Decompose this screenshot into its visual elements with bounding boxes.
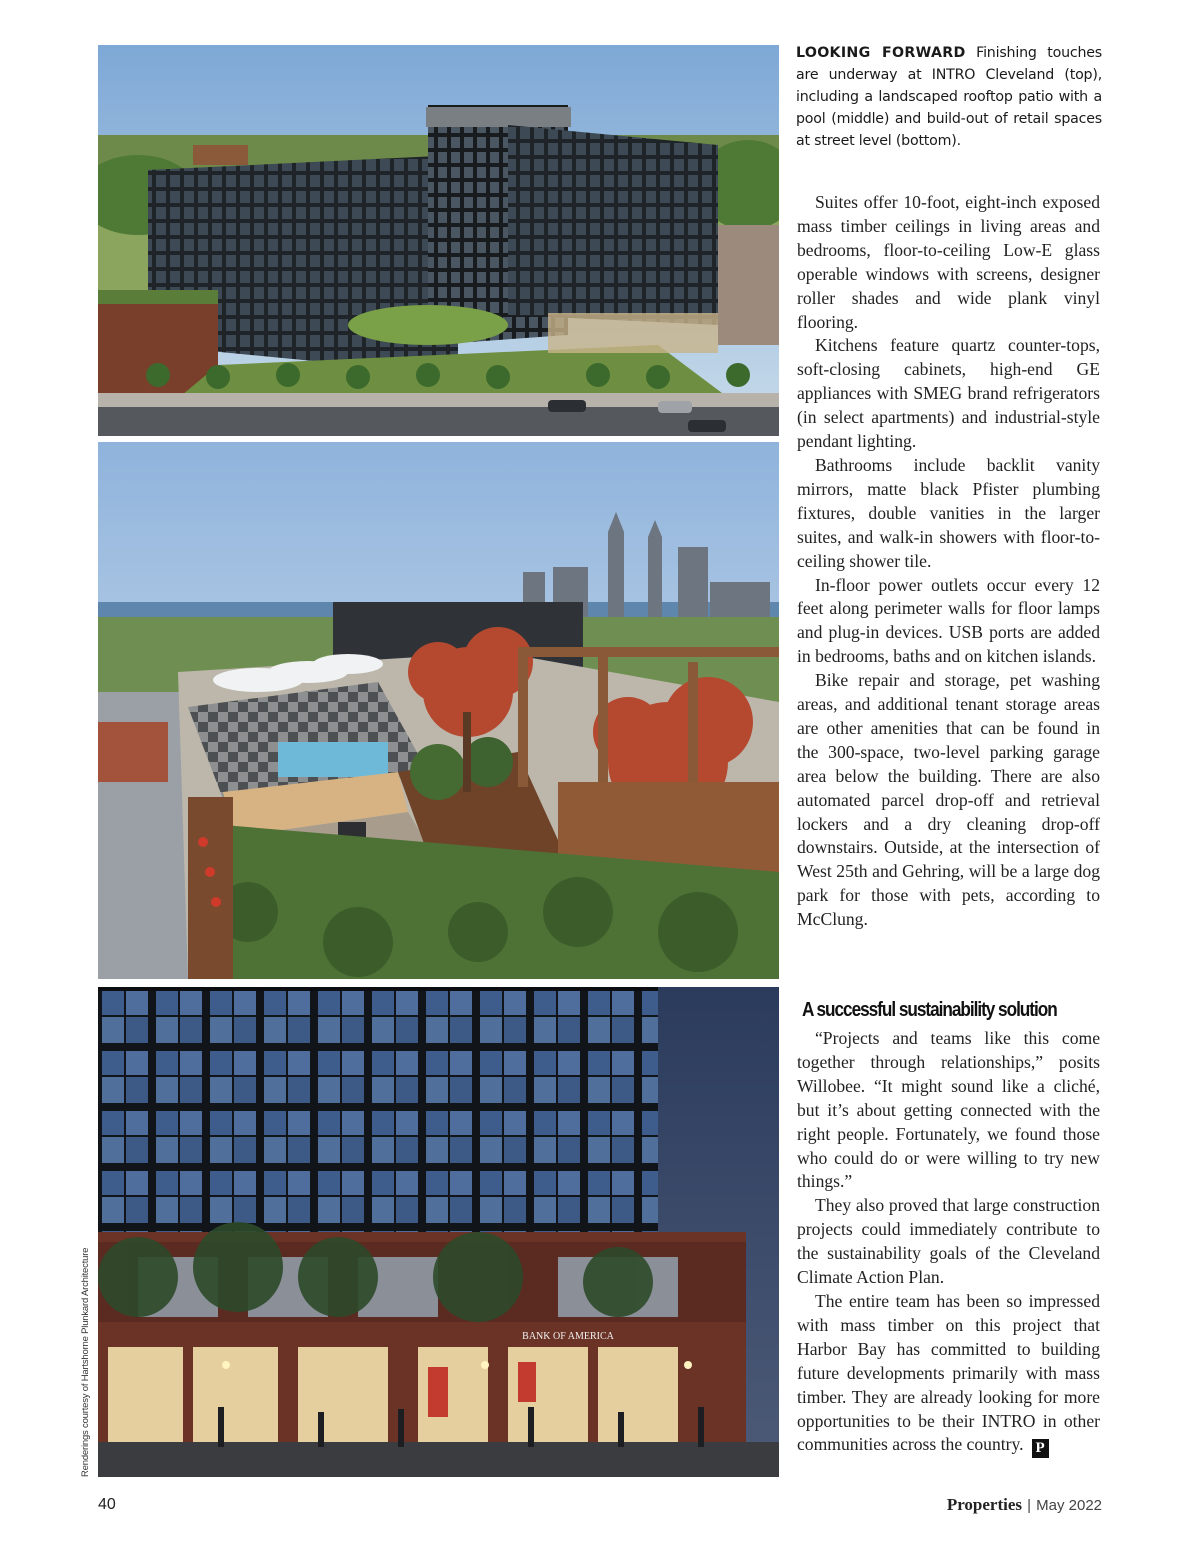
footer-masthead (947, 1495, 1102, 1515)
article-paragraph: Bike repair and storage, pet washing areas, and additional tenant storage areas are other amenities that can be found in the 300-space, two-level parking garage area below the building. There are also automated parcel drop-off and retrieval lockers and a dry cleaning drop-off downstairs. Outside, at the intersection of West 25th and Gehring, will be a large dog park for those with pets, according to McClung. (797, 670, 1100, 930)
caption-text: Finishing touches are underway at INTRO Cleveland (top), including a landscaped rooftop patio with a pool (middle) and build-out of retail spaces at street level (bottom). (796, 45, 1102, 149)
article-paragraph: Suites offer 10-foot, eight-inch exposed mass timber ceilings in living areas and bedrooms, floor-to-ceiling Low-E glass operable windows with screens, designer roller shades and wide plank vinyl flooring. (797, 192, 1100, 332)
article-paragraph-last (797, 1290, 1100, 1458)
magazine-name: Properties (946, 1495, 1023, 1514)
section-heading: A successful sustainability solution (802, 999, 1057, 1021)
rooftop-patio-photo (98, 442, 779, 979)
article-paragraph-text: The entire team has been so impressed with mass timber on this project that Harbor Bay has committed to building future developments primarily with mass timber. They are already looking for more opportunities to be their INTRO in other communities across the country. (797, 1290, 1100, 1455)
article-paragraph: In-floor power outlets occur every 12 feet along perimeter walls for floor lamps and plug-in devices. USB ports are added in bedrooms, baths and on kitchen islands. (797, 574, 1100, 667)
article-paragraph: Bathrooms include backlit vanity mirrors, matte black Pfister plumbing fixtures, double vanities in the larger suites, and walk-in showers with floor-to-ceiling shower tile. (797, 454, 1100, 571)
building-exterior-photo (98, 45, 779, 436)
article-paragraph: “Projects and teams like this come together through relationships,” posits Willobee. “It might sound like a cliché, but it’s about getting connected with the right people. Fortunately, we found those who could do or were willing to try new things.” (797, 1028, 1100, 1192)
issue-date: May 2022 (1036, 1497, 1102, 1514)
bank-sign-text: BANK OF AMERICA (522, 1331, 614, 1342)
caption-lead: LOOKING FORWARD (796, 45, 966, 61)
street-level-retail-photo (98, 987, 779, 1477)
article-paragraph: Kitchens feature quartz counter-tops, soft-closing cabinets, high-end GE appliances with SMEG brand refrigerators (in select apartments) and industrial-style pendant lighting. (797, 335, 1100, 452)
page-number: 40 (98, 1496, 116, 1513)
article-paragraph: They also proved that large construction projects could immediately contribute to the sustainability goals of the Cleveland Climate Action Plan. (797, 1195, 1100, 1288)
article-column-bottom (797, 1027, 1100, 1458)
photo-caption (796, 42, 1102, 152)
end-mark-icon: P (1032, 1439, 1049, 1458)
footer-separator: | (1027, 1497, 1032, 1514)
photo-credit: Renderings courtesy of Hartshorne Plunkard Architecture (80, 1247, 91, 1477)
article-column-top (797, 191, 1100, 932)
